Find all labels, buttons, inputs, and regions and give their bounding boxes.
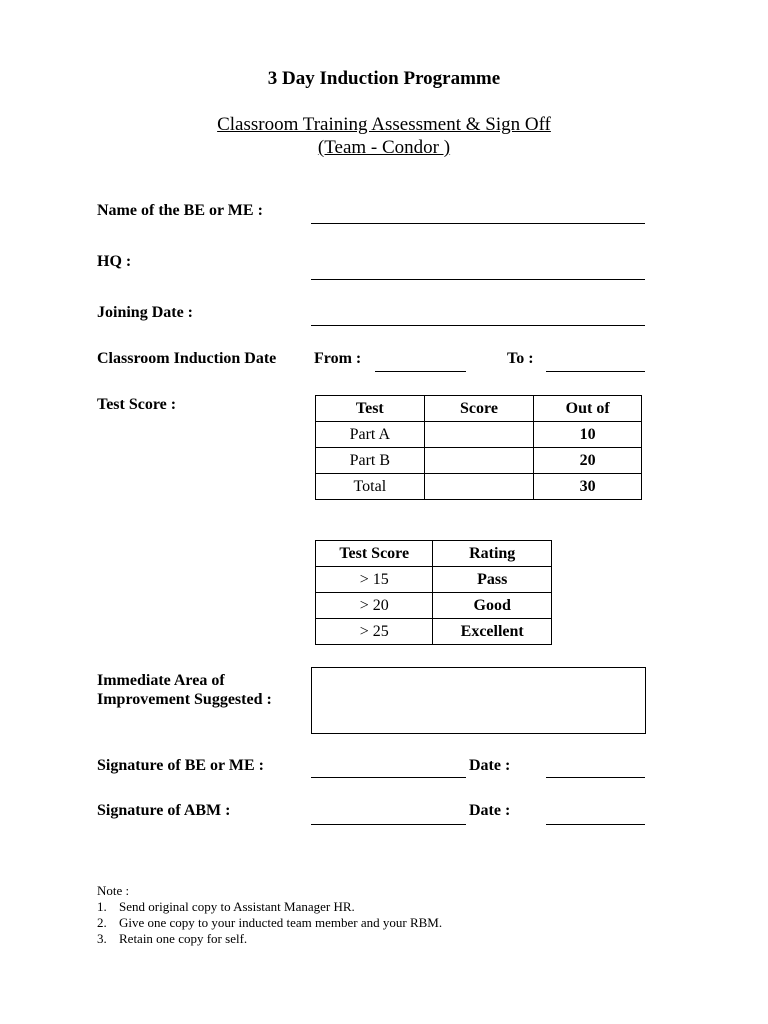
note-heading: Note : (97, 883, 130, 898)
test-cell: Part A (316, 422, 425, 448)
hq-field-line[interactable] (311, 279, 645, 280)
rating-cell: Excellent (433, 619, 552, 645)
note-text: Give one copy to your inducted team member and your RBM. (119, 915, 443, 930)
improvement-box[interactable] (311, 667, 646, 734)
to-label: To : (507, 350, 534, 367)
test-cell: Total (316, 474, 425, 500)
table-row (316, 474, 642, 500)
note-section (97, 883, 442, 947)
table-row (316, 422, 642, 448)
form-subtitle: Classroom Training Assessment & Sign Off (217, 114, 551, 135)
be-me-date-line[interactable] (546, 777, 645, 778)
rating-cell: Pass (433, 567, 552, 593)
name-label: Name of the BE or ME : (97, 202, 263, 219)
list-item (97, 915, 442, 931)
score-table (315, 395, 642, 500)
table-row (316, 619, 552, 645)
threshold-cell: > 15 (316, 567, 433, 593)
score-cell[interactable] (424, 448, 534, 474)
rating-table-header (316, 541, 552, 567)
test-cell: Part B (316, 448, 425, 474)
improvement-label-line1: Immediate Area of (97, 672, 225, 689)
team-name: (Team - Condor ) (317, 137, 451, 158)
header-cell: Test (316, 396, 425, 422)
hq-label: HQ : (97, 253, 132, 270)
note-number: 2. (97, 915, 107, 930)
score-cell[interactable] (424, 474, 534, 500)
be-me-signature-line[interactable] (311, 777, 466, 778)
note-number: 1. (97, 899, 107, 914)
note-text: Retain one copy for self. (119, 931, 248, 946)
table-row (316, 448, 642, 474)
threshold-cell: > 20 (316, 593, 433, 619)
table-row (316, 567, 552, 593)
joining-date-field-line[interactable] (311, 325, 645, 326)
list-item (97, 899, 442, 915)
abm-signature-line[interactable] (311, 824, 466, 825)
header-cell: Out of (534, 396, 642, 422)
date-label: Date : (469, 802, 511, 819)
list-item (97, 931, 442, 947)
score-cell[interactable] (424, 422, 534, 448)
from-date-line[interactable] (375, 371, 466, 372)
rating-table (315, 540, 552, 645)
note-number: 3. (97, 931, 107, 946)
be-me-signature-label: Signature of BE or ME : (97, 757, 264, 774)
abm-date-line[interactable] (546, 824, 645, 825)
date-label: Date : (469, 757, 511, 774)
header-cell: Score (424, 396, 534, 422)
test-score-label: Test Score : (97, 396, 177, 413)
out-of-cell: 20 (534, 448, 642, 474)
note-text: Send original copy to Assistant Manager HR. (119, 899, 355, 914)
joining-date-label: Joining Date : (97, 304, 193, 321)
table-row (316, 593, 552, 619)
abm-signature-label: Signature of ABM : (97, 802, 231, 819)
name-field-line[interactable] (311, 223, 645, 224)
from-label: From : (314, 350, 362, 367)
out-of-cell: 30 (534, 474, 642, 500)
header-cell: Rating (433, 541, 552, 567)
rating-cell: Good (433, 593, 552, 619)
header-cell: Test Score (316, 541, 433, 567)
improvement-label-line2: Improvement Suggested : (97, 691, 272, 708)
threshold-cell: > 25 (316, 619, 433, 645)
score-table-header (316, 396, 642, 422)
induction-date-label: Classroom Induction Date (97, 350, 277, 367)
page-title: 3 Day Induction Programme (267, 68, 501, 89)
out-of-cell: 10 (534, 422, 642, 448)
to-date-line[interactable] (546, 371, 645, 372)
